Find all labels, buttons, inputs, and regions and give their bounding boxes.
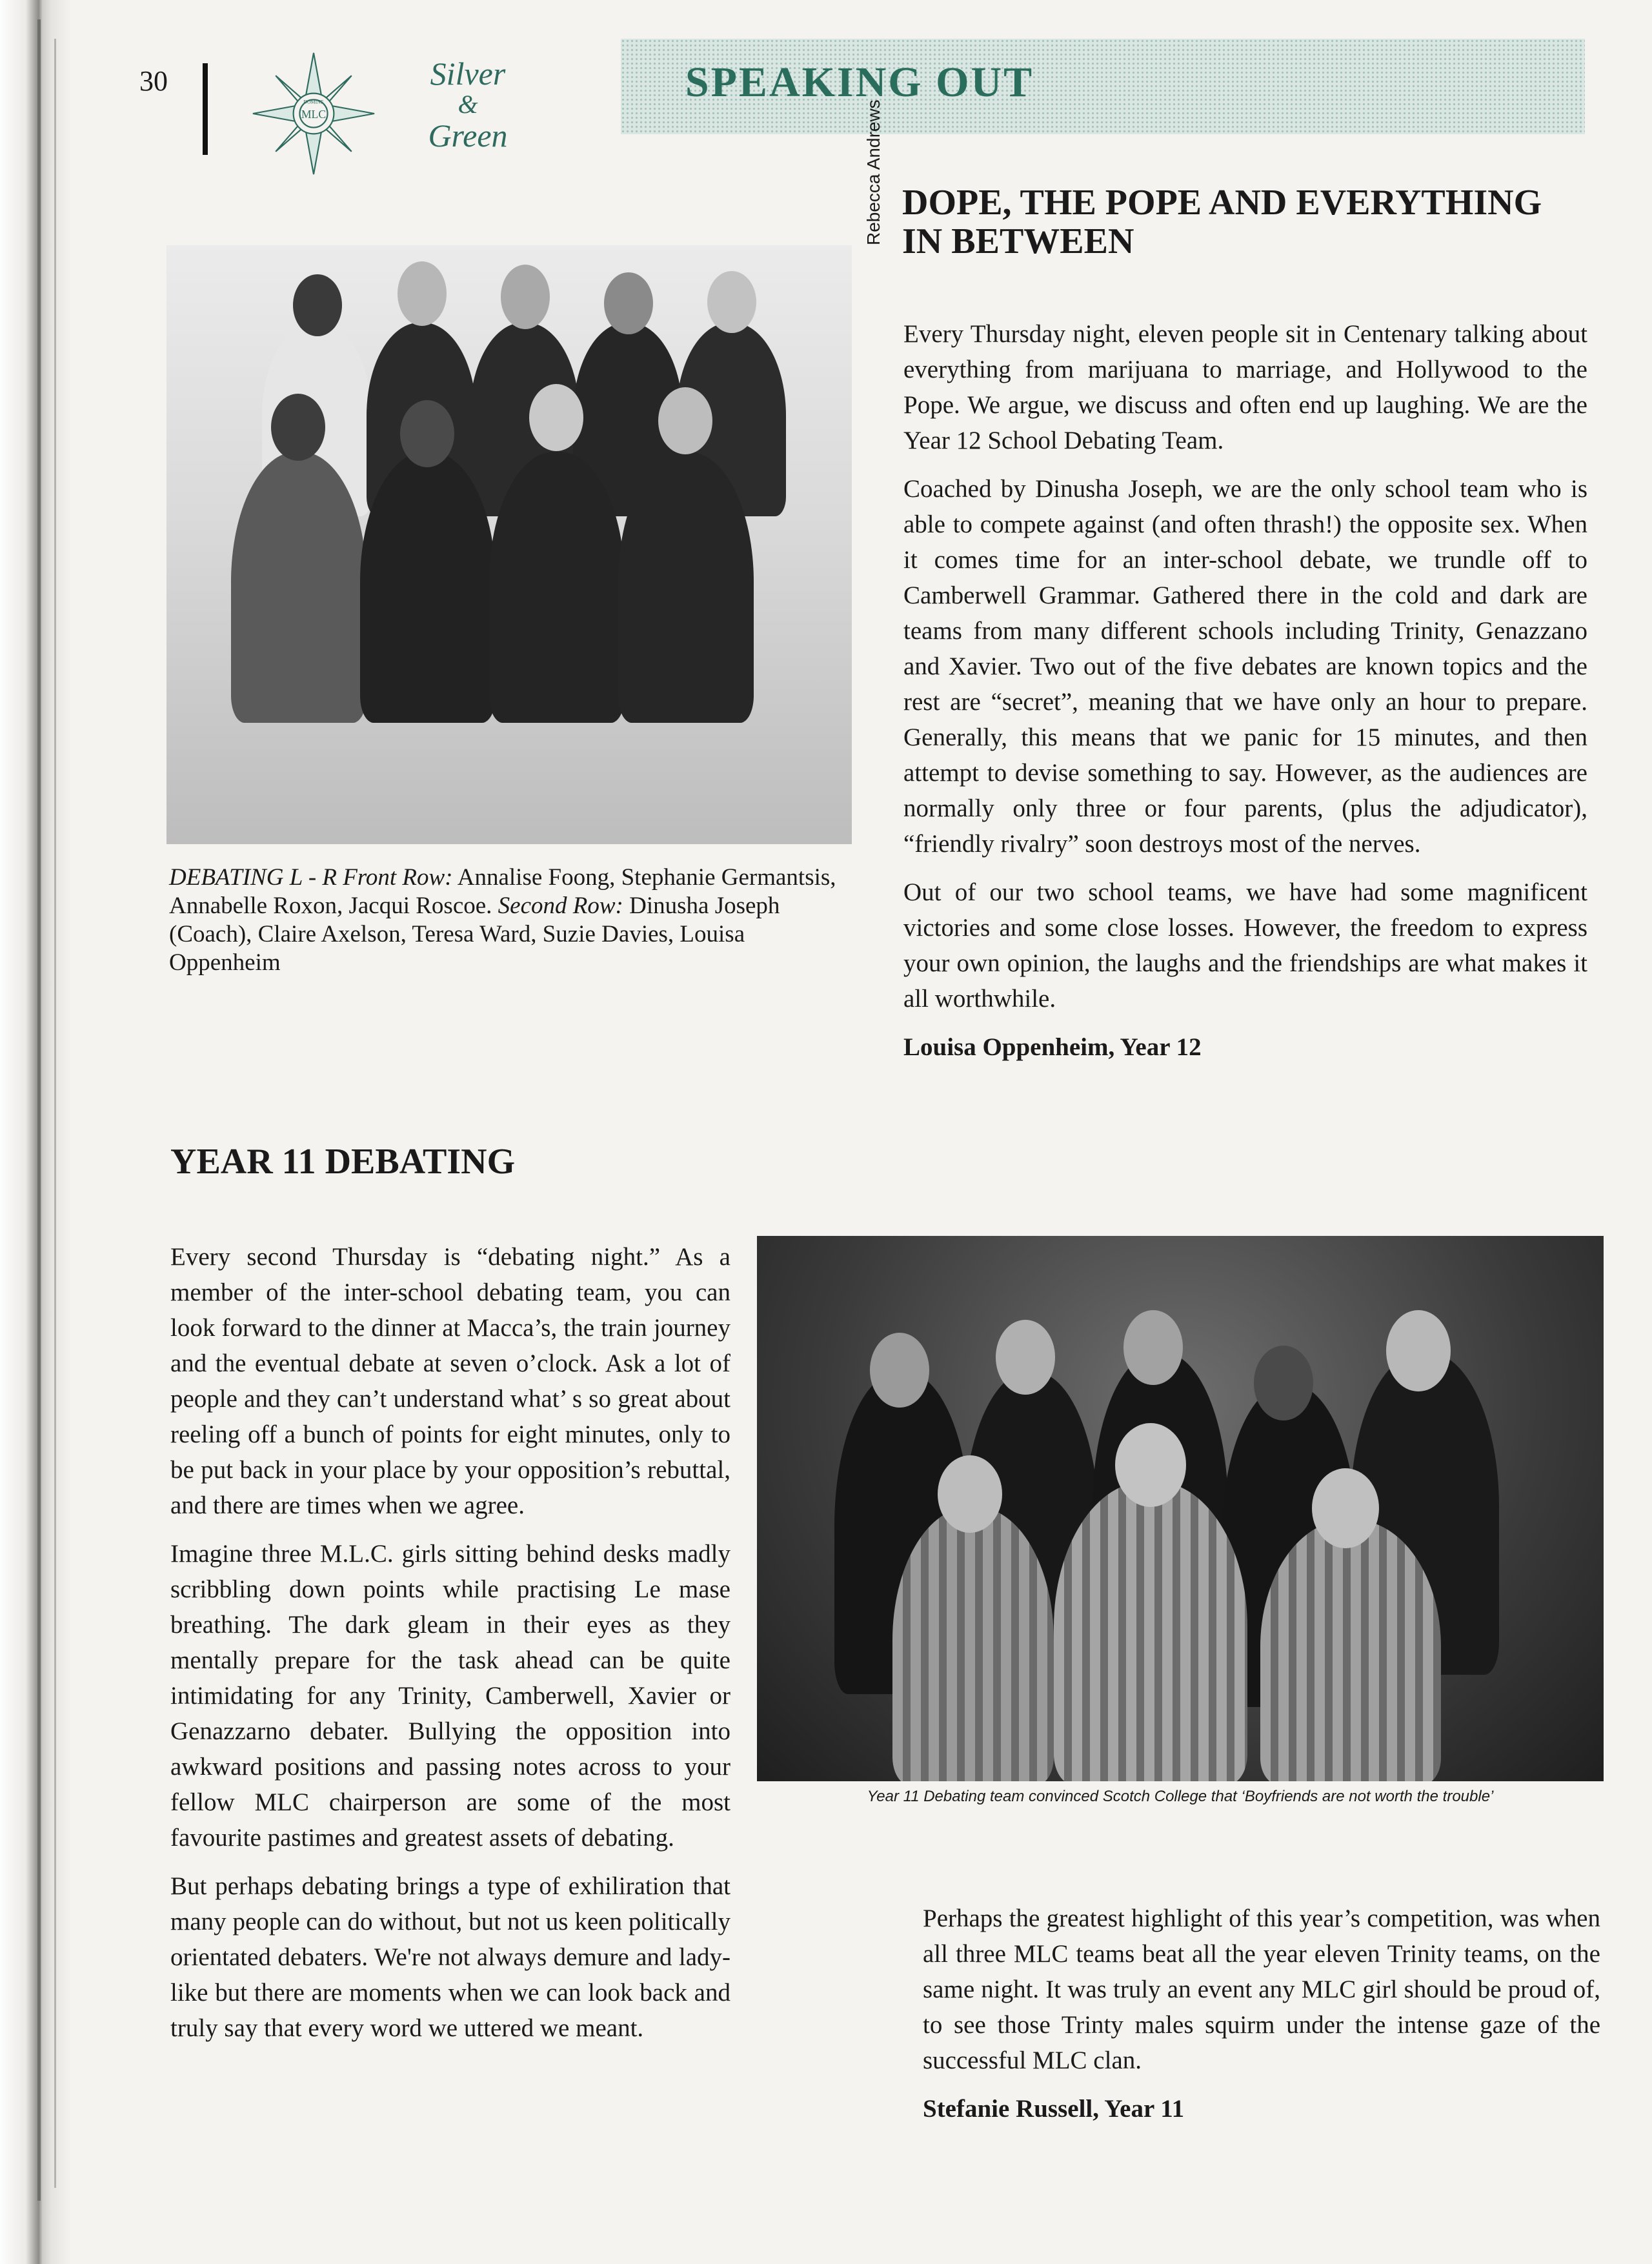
article2-paragraph: Every second Thursday is “debating night.” As a member of the inter-school debating team, you can look forward to the dinner at Macca’s, the train journey and the eventual debate at seven o’clock. Ask a lot of people and they can’t understand what’ s so great about reeling off a bunch of points for eight minutes, only to be put back in your place by your opposition’s rebuttal, and there are times when we agree. [170, 1243, 730, 1519]
year11-photo-caption: Year 11 Debating team convinced Scotch College that ‘Boyfriends are not worth the trouble’ [867, 1788, 1494, 1805]
section-title: SPEAKING OUT [685, 59, 1034, 106]
year12-photo-caption [169, 864, 840, 977]
article2-paragraph: But perhaps debating brings a type of exhiliration that many people can do without, but not us keen politically orientated debaters. We're not always demure and lady-like but there are moments when we can look back and truly say that every word we uttered we meant. [170, 1872, 730, 2042]
svg-text:MLC: MLC [301, 107, 327, 121]
article1-title: DOPE, THE POPE AND EVERYTHING IN BETWEEN [902, 183, 1542, 261]
page-number: 30 [139, 65, 168, 97]
svg-text:DOMINE: DOMINE [303, 99, 324, 105]
magazine-title-line3: Green [428, 117, 508, 154]
binding-edge-inner [54, 39, 56, 2188]
article2-body [170, 1239, 730, 2059]
year11-team-photo [757, 1236, 1604, 1781]
page-binding [0, 0, 71, 2264]
header-divider [203, 63, 208, 155]
section-banner [621, 39, 1585, 134]
caption-second-row: Dinusha Joseph (Coach), Claire Axelson, Teresa Ward, Suzie Davies, Louisa Oppenheim [169, 893, 780, 976]
caption-lead: DEBATING L - R Front Row: [169, 864, 453, 891]
school-emblem-icon [250, 50, 377, 177]
article2-paragraph: Imagine three M.L.C. girls sitting behind desks madly scribbling down points while practising Le mase breathing. The dark gleam in their eyes as they mentally prepare for the task ahead can be quite intimidating for any Trinity, Camberwell, Xavier or Genazzarno debater. Bullying the opposition into awkward positions and passing notes across to your fellow MLC chairperson are some of the most favourite pastimes and greatest assets of debating. [170, 1540, 730, 1852]
article2-byline: Stefanie Russell, Year 11 [923, 2095, 1185, 2123]
article1-byline: Louisa Oppenheim, Year 12 [903, 1033, 1202, 1061]
article1-paragraph: Every Thursday night, eleven people sit in Centenary talking about everything from marijuana to marriage, and Hollywood to the Pope. We argue, we discuss and often end up laughing. We are the Year 12 School Debating Team. [903, 320, 1587, 454]
article1-paragraph: Coached by Dinusha Joseph, we are the only school team who is able to compete against (and often thrash!) the opposite sex. When it comes time for an inter-school debate, we trundle off to Camberwell Grammar. Gathered there in the cold and dark are teams from many different schools including Trinity, Genazzano and Xavier. Two out of the five debates are known topics and the rest are “secret”, meaning that we have only an hour to prepare. Generally, this means that we panic for 15 minutes, and then attempt to devise something to say. However, as the audiences are normally only three or four parents, (plus the adjudicator), “friendly rivalry” soon destroys most of the nerves. [903, 475, 1587, 858]
binding-edge [37, 19, 41, 2201]
caption-second-label: Second Row: [498, 893, 623, 919]
article1-paragraph: Out of our two school teams, we have had some magnificent victories and some close losses. However, the freedom to express your own opinion, the laughs and the friendships are what makes it all worthwhile. [903, 878, 1587, 1013]
year12-team-photo [166, 245, 852, 844]
magazine-title-line1: Silver [430, 56, 506, 92]
article2-closing [923, 1901, 1600, 2127]
article2-closing-paragraph: Perhaps the greatest highlight of this year’s competition, was when all three MLC teams beat all the year eleven Trinity teams, on the same night. It was truly an event any MLC girl should be proud of, to see those Trinty males squirm under the intense gaze of the successful MLC clan. [923, 1905, 1600, 2074]
magazine-title-line2: & [458, 90, 478, 119]
photo-credit: Rebecca Andrews [863, 99, 883, 245]
caption-front-row: Annalise Foong, Stephanie Germantsis, Annabelle Roxon, Jacqui Roscoe. [169, 864, 836, 919]
article1-body [903, 316, 1587, 1065]
article2-title: YEAR 11 DEBATING [170, 1142, 516, 1182]
magazine-title [419, 56, 516, 154]
